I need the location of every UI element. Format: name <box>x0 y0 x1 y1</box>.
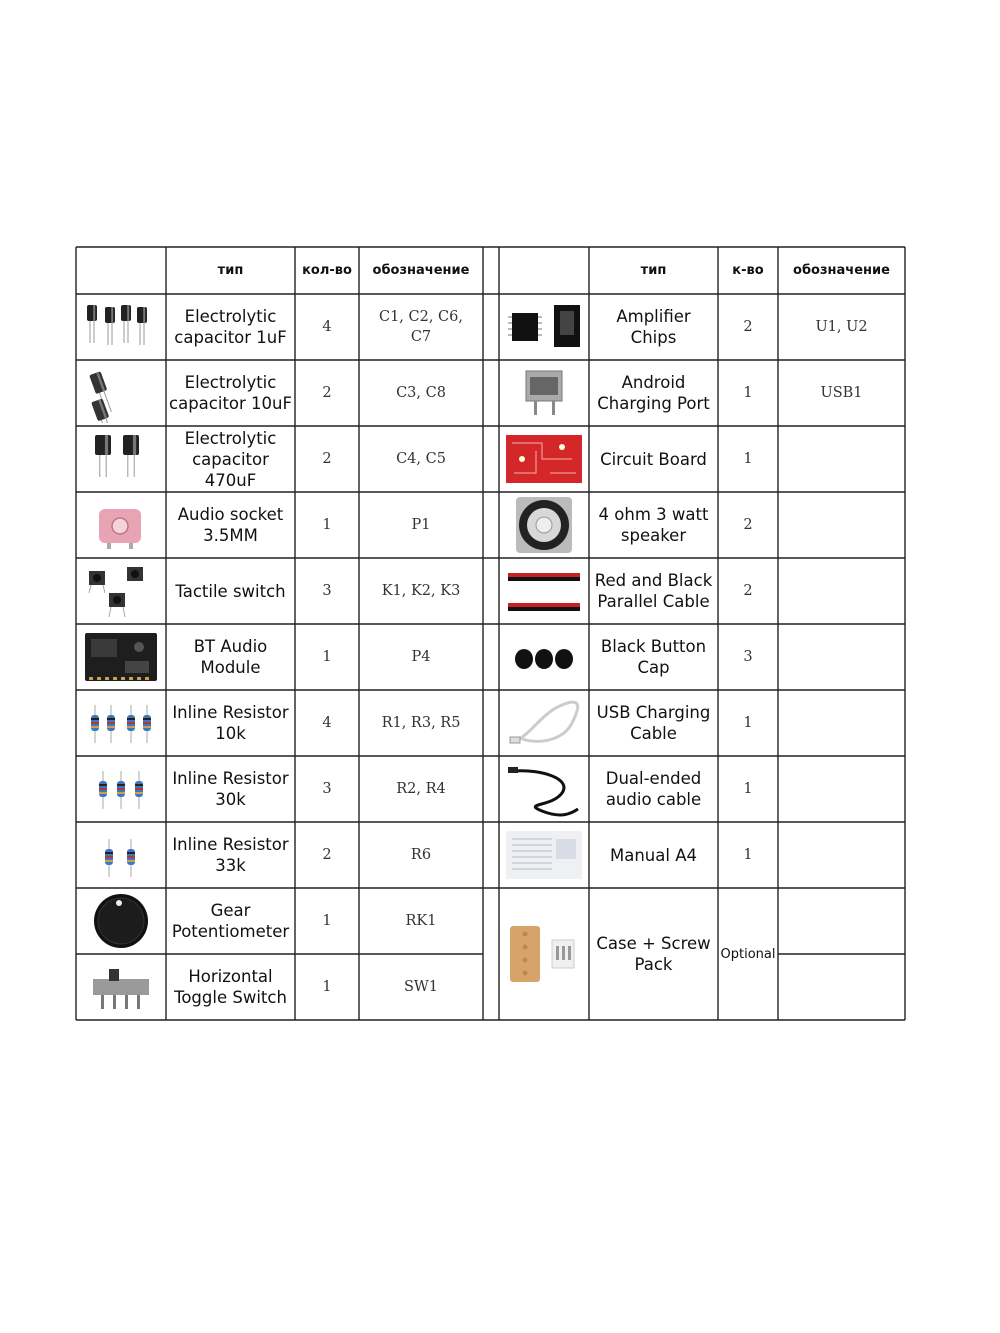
right-row-8-ref-cell <box>778 822 905 888</box>
right-row-8-qty: 1 <box>743 847 753 863</box>
left-row-0-qty-cell <box>295 294 359 360</box>
right-row-0-photo <box>499 294 589 360</box>
header-right-ref: обозначение <box>793 263 890 278</box>
left-row-7-ref-cell <box>373 756 469 822</box>
right-row-3-ref-cell <box>778 492 905 558</box>
left-row-6-ref-cell <box>373 690 469 756</box>
header-left-type: тип <box>217 263 244 278</box>
left-row-5-qty-cell <box>295 624 359 690</box>
left-row-8-qty: 2 <box>322 847 332 863</box>
bt-audio-module-icon <box>79 627 163 687</box>
right-row-7-type: Dual-ended audio cable <box>605 769 702 809</box>
right-row-4-qty-cell <box>718 558 778 624</box>
right-row-4-type: Red and Black Parallel Cable <box>594 571 713 611</box>
left-row-4-ref-cell <box>373 558 469 624</box>
left-row-9-qty-cell <box>295 888 359 954</box>
left-row-3-type-cell <box>166 492 295 558</box>
bom-table <box>76 247 905 1020</box>
electrolytic-capacitor-10uf-icon <box>79 363 163 423</box>
right-row-0-type-cell <box>589 294 718 360</box>
left-row-1-ref: C3, C8 <box>396 385 446 401</box>
usb-cable-icon <box>502 693 586 753</box>
left-row-6-photo <box>76 690 166 756</box>
right-row-9-qty-cell <box>718 888 778 1020</box>
electrolytic-capacitor-470uf-icon <box>79 429 163 489</box>
right-row-1-ref: USB1 <box>820 385 863 401</box>
right-row-9-photo <box>499 888 589 1020</box>
right-row-5-type-cell <box>589 624 718 690</box>
right-row-1-photo <box>499 360 589 426</box>
right-row-3-type: 4 ohm 3 watt speaker <box>598 505 709 545</box>
left-row-5-ref-cell <box>373 624 469 690</box>
right-row-1-ref-cell <box>778 360 905 426</box>
left-row-1-qty-cell <box>295 360 359 426</box>
right-row-0-type: Amplifier Chips <box>616 307 691 347</box>
left-row-2-ref: C4, C5 <box>396 451 446 467</box>
header-left-ref: обозначение <box>372 263 470 278</box>
right-row-3-photo <box>499 492 589 558</box>
left-row-4-photo <box>76 558 166 624</box>
left-row-3-ref: P1 <box>411 517 431 533</box>
right-row-2-qty: 1 <box>743 451 753 467</box>
left-row-8-type: Inline Resistor 33k <box>172 835 289 875</box>
gear-potentiometer-icon <box>79 891 163 951</box>
right-row-5-photo <box>499 624 589 690</box>
right-row-6-ref-cell <box>778 690 905 756</box>
electrolytic-capacitor-1uf-icon <box>79 297 163 357</box>
right-row-8-type: Manual A4 <box>610 845 697 865</box>
left-row-2-photo <box>76 426 166 492</box>
button-cap-icon <box>502 627 586 687</box>
right-row-5-ref-cell <box>778 624 905 690</box>
right-row-0-qty-cell <box>718 294 778 360</box>
charging-port-icon <box>502 363 586 423</box>
left-row-3-ref-cell <box>373 492 469 558</box>
left-row-0-photo <box>76 294 166 360</box>
right-row-5-qty-cell <box>718 624 778 690</box>
left-row-8-ref: R6 <box>410 847 432 863</box>
left-row-9-ref-cell <box>373 888 469 954</box>
left-row-3-qty: 1 <box>322 517 332 533</box>
left-row-2-qty: 2 <box>322 451 332 467</box>
right-row-3-qty: 2 <box>743 517 753 533</box>
left-row-10-photo <box>76 954 166 1020</box>
right-row-0-ref-cell <box>778 294 905 360</box>
manual-icon <box>502 825 586 885</box>
left-row-3-qty-cell <box>295 492 359 558</box>
left-row-5-ref: P4 <box>411 649 431 665</box>
left-row-9-type: Gear Potentiometer <box>171 901 290 941</box>
right-row-8-type-cell <box>589 822 718 888</box>
right-row-1-qty: 1 <box>743 385 753 401</box>
right-row-4-type-cell <box>589 558 718 624</box>
case-screw-pack-icon <box>502 891 586 1017</box>
header-right-qty: к-во <box>732 263 764 278</box>
header-left-qty-cell <box>295 247 359 294</box>
header-left-ref-cell <box>359 247 483 294</box>
right-row-9-ref-cell <box>778 888 905 1020</box>
left-row-7-qty: 3 <box>322 781 332 797</box>
left-row-6-qty-cell <box>295 690 359 756</box>
left-row-7-photo <box>76 756 166 822</box>
right-row-6-qty-cell <box>718 690 778 756</box>
left-row-4-qty-cell <box>295 558 359 624</box>
left-row-5-photo <box>76 624 166 690</box>
right-row-8-qty-cell <box>718 822 778 888</box>
right-row-3-qty-cell <box>718 492 778 558</box>
left-row-0-ref-cell <box>373 294 469 360</box>
resistor-10k-icon <box>79 693 163 753</box>
left-row-9-photo <box>76 888 166 954</box>
left-row-9-type-cell <box>166 888 295 954</box>
right-row-5-type: Black Button Cap <box>600 637 707 677</box>
audio-cable-icon <box>502 759 586 819</box>
left-row-0-qty: 4 <box>322 319 332 335</box>
left-row-10-qty-cell <box>295 954 359 1020</box>
speaker-icon <box>502 495 586 555</box>
right-row-7-qty-cell <box>718 756 778 822</box>
right-row-7-type-cell <box>589 756 718 822</box>
left-row-10-ref: SW1 <box>403 979 439 995</box>
resistor-30k-icon <box>79 759 163 819</box>
left-row-2-qty-cell <box>295 426 359 492</box>
left-row-6-type-cell <box>166 690 295 756</box>
left-row-5-qty: 1 <box>322 649 332 665</box>
right-row-9-qty: Optional <box>720 946 776 962</box>
left-row-10-ref-cell <box>373 954 469 1020</box>
left-row-7-type-cell <box>166 756 295 822</box>
parallel-cable-icon <box>502 561 586 621</box>
right-row-2-photo <box>499 426 589 492</box>
left-row-2-type: Electrolytic capacitor 470uF <box>184 428 277 490</box>
right-row-0-ref: U1, U2 <box>815 319 868 335</box>
header-right-qty-cell <box>718 247 778 294</box>
right-row-4-ref-cell <box>778 558 905 624</box>
resistor-33k-icon <box>79 825 163 885</box>
left-row-6-ref: R1, R3, R5 <box>381 715 461 731</box>
left-row-1-qty: 2 <box>322 385 332 401</box>
right-row-2-type-cell <box>589 426 718 492</box>
right-row-6-qty: 1 <box>743 715 753 731</box>
right-row-1-type-cell <box>589 360 718 426</box>
right-row-0-qty: 2 <box>743 319 753 335</box>
left-row-10-type: Horizontal Toggle Switch <box>174 967 287 1007</box>
left-row-2-ref-cell <box>373 426 469 492</box>
left-row-9-ref: RK1 <box>405 913 437 929</box>
left-row-4-qty: 3 <box>322 583 332 599</box>
left-row-7-type: Inline Resistor 30k <box>172 769 289 809</box>
right-row-9-type-cell <box>589 888 718 1020</box>
left-row-4-type-cell <box>166 558 295 624</box>
right-row-5-qty: 3 <box>743 649 753 665</box>
left-row-5-type: BT Audio Module <box>193 637 268 677</box>
right-row-4-photo <box>499 558 589 624</box>
right-row-6-photo <box>499 690 589 756</box>
right-row-1-type: Android Charging Port <box>597 373 710 413</box>
right-row-6-type-cell <box>589 690 718 756</box>
left-row-4-ref: K1, K2, K3 <box>381 583 461 599</box>
left-row-0-ref: C1, C2, C6, C7 <box>378 309 463 345</box>
left-row-2-type-cell <box>166 426 295 492</box>
left-row-1-type-cell <box>166 360 295 426</box>
right-row-6-type: USB Charging Cable <box>596 703 711 743</box>
left-row-8-qty-cell <box>295 822 359 888</box>
header-right-type-cell <box>589 247 718 294</box>
audio-socket-icon <box>79 495 163 555</box>
left-row-8-ref-cell <box>373 822 469 888</box>
left-row-0-type-cell <box>166 294 295 360</box>
right-row-8-photo <box>499 822 589 888</box>
right-row-2-type: Circuit Board <box>600 449 707 469</box>
header-right-type: тип <box>640 263 667 278</box>
left-row-3-photo <box>76 492 166 558</box>
right-row-7-photo <box>499 756 589 822</box>
header-right-ref-cell <box>778 247 905 294</box>
right-row-7-ref-cell <box>778 756 905 822</box>
tactile-switch-icon <box>79 561 163 621</box>
right-row-7-qty: 1 <box>743 781 753 797</box>
left-row-1-ref-cell <box>373 360 469 426</box>
header-left-qty: кол-во <box>302 263 352 278</box>
left-row-1-photo <box>76 360 166 426</box>
left-row-8-photo <box>76 822 166 888</box>
left-row-1-type: Electrolytic capacitor 10uF <box>169 373 292 413</box>
circuit-board-icon <box>502 429 586 489</box>
right-row-4-qty: 2 <box>743 583 753 599</box>
left-row-7-qty-cell <box>295 756 359 822</box>
left-row-0-type: Electrolytic capacitor 1uF <box>174 307 287 347</box>
left-row-8-type-cell <box>166 822 295 888</box>
header-left-type-cell <box>166 247 295 294</box>
toggle-switch-icon <box>79 957 163 1017</box>
left-row-7-ref: R2, R4 <box>396 781 446 797</box>
left-row-10-type-cell <box>166 954 295 1020</box>
left-row-4-type: Tactile switch <box>175 581 286 601</box>
left-row-3-type: Audio socket 3.5MM <box>177 505 284 545</box>
left-row-6-type: Inline Resistor 10k <box>172 703 289 743</box>
right-row-1-qty-cell <box>718 360 778 426</box>
left-row-6-qty: 4 <box>322 715 332 731</box>
left-row-10-qty: 1 <box>322 979 332 995</box>
right-row-3-type-cell <box>589 492 718 558</box>
right-row-2-ref-cell <box>778 426 905 492</box>
amplifier-chips-icon <box>502 297 586 357</box>
right-row-2-qty-cell <box>718 426 778 492</box>
left-row-9-qty: 1 <box>322 913 332 929</box>
right-row-9-type: Case + Screw Pack <box>596 934 711 974</box>
left-row-5-type-cell <box>166 624 295 690</box>
